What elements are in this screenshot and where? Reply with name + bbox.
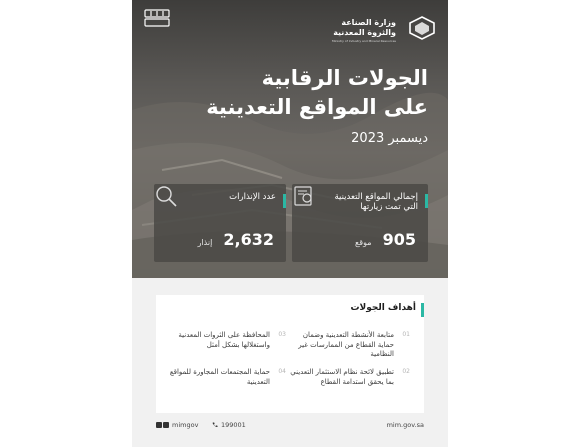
page-title (148, 64, 428, 122)
sites-value: 905 (382, 230, 416, 249)
goal-text: متابعة الأنشطة التعدينية وضمان حماية القطاع من الممارسات غير النظامية (298, 331, 394, 358)
footer (156, 421, 424, 433)
hero-section (132, 0, 448, 278)
accent-bar (283, 194, 286, 208)
sites-value-row (355, 230, 416, 249)
goal-number: 02 (402, 368, 410, 375)
sites-unit: موقع (355, 238, 372, 247)
accent-bar (425, 194, 428, 208)
warnings-stat-card (154, 184, 286, 262)
linkedin-icon (163, 422, 169, 428)
goal-item (166, 368, 286, 398)
infographic-poster (132, 0, 448, 447)
title-line-1: الجولات الرقابية (261, 66, 428, 90)
warnings-unit: إنذار (197, 238, 213, 247)
certificate-icon (292, 184, 316, 208)
goal-item (290, 331, 410, 365)
ministry-name-en: Ministry of Industry and Mineral Resources (332, 39, 396, 43)
goals-heading: أهداف الجولات (350, 303, 416, 313)
title-line-2: على المواقع التعدينية (206, 95, 428, 119)
warnings-label: عدد الإنذارات (229, 192, 276, 202)
goal-item (290, 368, 410, 398)
social-handle[interactable] (156, 421, 198, 429)
goal-text: المحافظة على الثروات المعدنية واستغلالها بشكل أمثل (178, 331, 270, 349)
goal-text: حماية المجتمعات المجاورة للمواقع التعدينية (169, 368, 270, 386)
goal-item (166, 331, 286, 361)
phone-icon (212, 422, 218, 428)
goals-panel (156, 295, 424, 413)
ministry-logo (316, 16, 436, 46)
phone-text: 199001 (221, 421, 246, 429)
sites-stat-card (292, 184, 428, 262)
ministry-emblem-icon (408, 16, 436, 40)
sites-label: إجمالي المواقع التعدينية التي تمت زيارتها (334, 192, 418, 212)
warnings-value-row (198, 230, 274, 249)
magnifier-icon (154, 184, 178, 208)
vision-2030-logo (144, 8, 170, 28)
goal-number: 04 (278, 368, 286, 375)
goal-number: 01 (402, 331, 410, 338)
x-icon (156, 422, 162, 428)
warnings-value: 2,632 (223, 230, 274, 249)
goal-number: 03 (278, 331, 286, 338)
social-handle-text: mimgov (172, 421, 199, 429)
accent-bar (421, 303, 424, 317)
ministry-name: وزارة الصناعة والثروة المعدنية (333, 18, 396, 37)
report-date: ديسمبر 2023 (351, 131, 428, 146)
website-link[interactable]: mim.gov.sa (386, 421, 424, 429)
goal-text: تطبيق لائحة نظام الاستثمار التعديني بما يحقق استدامة القطاع (290, 368, 394, 386)
phone-number[interactable] (212, 421, 246, 429)
